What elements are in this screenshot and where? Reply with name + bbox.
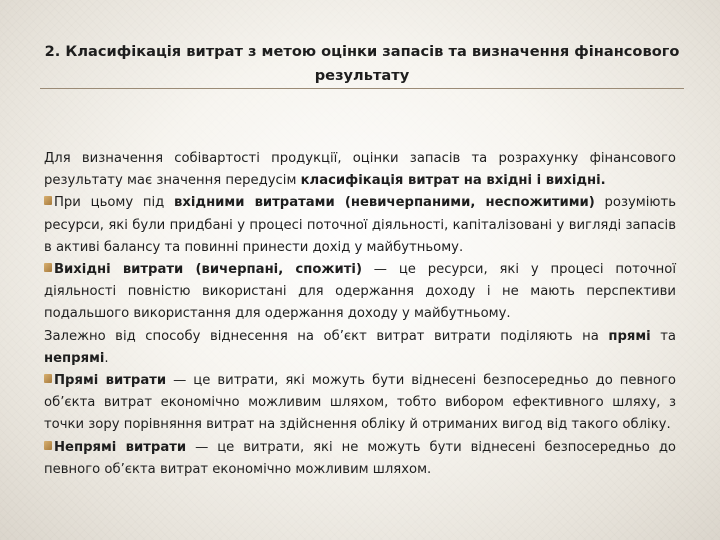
indirect-costs-text: — це витрати, які не можуть бути віднесені безпосередньо до певного об’єкта витрат економічно можливим шляхом. bbox=[44, 439, 677, 477]
indirect-costs-paragraph bbox=[44, 437, 676, 481]
slide-title-line-2: результату bbox=[314, 67, 410, 84]
slide-title-line-1: 2. Класифікація витрат з метою оцінки запасів та визначення фінансового bbox=[44, 43, 680, 60]
intro-paragraph bbox=[44, 148, 676, 192]
input-costs-term: вхідними витратами (невичерпаними, неспожитими) bbox=[174, 195, 595, 211]
title-divider bbox=[40, 88, 684, 89]
square-bullet-icon bbox=[44, 263, 52, 272]
division-end: . bbox=[104, 350, 109, 366]
division-paragraph bbox=[44, 326, 676, 370]
slide-body bbox=[44, 148, 676, 481]
indirect-costs-term: Непрямі витрати bbox=[54, 439, 187, 455]
direct-costs-paragraph bbox=[44, 370, 676, 437]
square-bullet-icon bbox=[44, 196, 52, 205]
intro-bold: класифікація витрат на вхідні і вихідні. bbox=[300, 173, 606, 189]
direct-costs-term: Прямі витрати bbox=[54, 373, 167, 389]
output-costs-text: — це ресурси, які у процесі поточної діяльності повністю використані для одержання доходу і не мають перспективи подальшого використання для одержання доходу у майбутньому. bbox=[44, 262, 676, 322]
square-bullet-icon bbox=[44, 441, 52, 450]
square-bullet-icon bbox=[44, 374, 52, 383]
division-direct-term: прямі bbox=[608, 328, 651, 344]
division-text: Залежно від способу віднесення на об’єкт витрат витрати поділяють на bbox=[44, 328, 609, 344]
slide-title bbox=[40, 40, 684, 88]
output-costs-paragraph bbox=[44, 259, 676, 326]
division-mid: та bbox=[650, 328, 676, 344]
intro-text: Для визначення собівартості продукції, оцінки запасів та розрахунку фінансового результату має значення передусім bbox=[44, 151, 676, 189]
output-costs-term: Вихідні витрати (вичерпані, спожиті) bbox=[54, 262, 362, 278]
input-costs-text: розуміють ресурси, які були придбані у процесі поточної діяльності, капіталізовані у вигляді запасів в активі балансу та повинні принести дохід у майбутньому. bbox=[44, 195, 676, 255]
input-costs-paragraph bbox=[44, 192, 676, 259]
division-indirect-term: непрямі bbox=[44, 350, 105, 366]
input-costs-pre: При цьому під bbox=[54, 195, 175, 211]
direct-costs-text: — це витрати, які можуть бути віднесені безпосередньо до певного об’єкта витрат економічно можливим шляхом, тобто вибором ефективного шляху, з точки зору порівняння витрат на здійснення обліку й отриманих вигод від такого обліку. bbox=[44, 373, 676, 433]
